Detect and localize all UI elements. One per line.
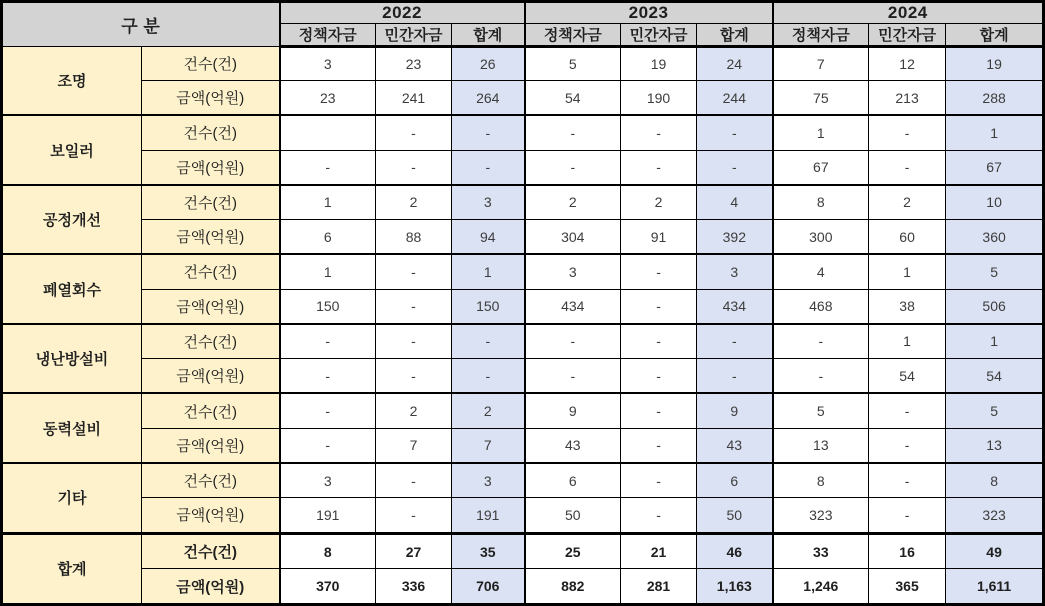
row-5-amount-value-6: 13 [773, 428, 869, 463]
row-4-amount-value-6: - [773, 359, 869, 394]
row-2-count-value-1: 2 [376, 185, 452, 220]
row-3-count-value-1: - [376, 254, 452, 289]
row-1-amount-value-8: 67 [946, 150, 1044, 185]
row-6-amount-value-3: 50 [525, 498, 621, 534]
row-2-amount-value-2: 94 [452, 220, 525, 255]
row-6-amount-value-8: 323 [946, 498, 1044, 534]
row-1-amount-value-2: - [452, 150, 525, 185]
year-header-2024: 2024 [773, 2, 1044, 24]
row-4-count-value-3: - [525, 324, 621, 359]
row-1-amount-value-4: - [621, 150, 697, 185]
row-5-amount-value-1: 7 [376, 428, 452, 463]
row-1-amount-value-3: - [525, 150, 621, 185]
row-1-count [2, 115, 1044, 150]
row-1-count-value-3: - [525, 115, 621, 150]
row-4-count-value-4: - [621, 324, 697, 359]
row-5-amount-value-5: 43 [697, 428, 773, 463]
row-4-amount-value-4: - [621, 359, 697, 394]
row-6-count-value-6: 8 [773, 463, 869, 498]
row-6-count-value-0: 3 [280, 463, 376, 498]
grand-total-count-value-1: 27 [376, 533, 452, 569]
row-3-count-value-7: 1 [869, 254, 946, 289]
row-5-count-value-5: 9 [697, 393, 773, 428]
row-2-amount-value-5: 392 [697, 220, 773, 255]
grand-total-metric-label-count: 건수(건) [142, 533, 280, 569]
row-6-count-value-4: - [621, 463, 697, 498]
row-2-amount-value-7: 60 [869, 220, 946, 255]
row-2-amount-value-8: 360 [946, 220, 1044, 255]
row-5-amount-value-4: - [621, 428, 697, 463]
row-5-count-value-3: 9 [525, 393, 621, 428]
row-1-count-value-7: - [869, 115, 946, 150]
row-3-count-value-0: 1 [280, 254, 376, 289]
row-2-amount-value-6: 300 [773, 220, 869, 255]
row-2-amount [2, 220, 1044, 255]
grand-total-amount-value-1: 336 [376, 569, 452, 605]
metric-label-count-5: 건수(건) [142, 393, 280, 428]
grand-total-count-value-7: 16 [869, 533, 946, 569]
row-0-count-value-5: 24 [697, 47, 773, 81]
grand-total-amount-row [2, 569, 1044, 605]
row-6-count-value-7: - [869, 463, 946, 498]
row-0-amount-value-7: 213 [869, 81, 946, 116]
row-3-amount-value-4: - [621, 289, 697, 324]
row-4-count-value-5: - [697, 324, 773, 359]
row-1-count-value-5: - [697, 115, 773, 150]
grand-total-metric-label-amount: 금액(억원) [142, 569, 280, 605]
metric-label-count-2: 건수(건) [142, 185, 280, 220]
category-cell-4: 냉난방설비 [2, 324, 142, 394]
grand-total-amount-value-4: 281 [621, 569, 697, 605]
metric-label-amount-6: 금액(억원) [142, 498, 280, 534]
row-3-amount-value-8: 506 [946, 289, 1044, 324]
fund-header-2024-2: 합계 [946, 24, 1044, 47]
row-2-count [2, 185, 1044, 220]
row-3-count-value-4: - [621, 254, 697, 289]
row-3-amount-value-5: 434 [697, 289, 773, 324]
fund-header-2022-0: 정책자금 [280, 24, 376, 47]
row-0-amount-value-2: 264 [452, 81, 525, 116]
row-4-count [2, 324, 1044, 359]
category-cell-3: 페열회수 [2, 254, 142, 324]
row-3-amount-value-7: 38 [869, 289, 946, 324]
row-3-count-value-6: 4 [773, 254, 869, 289]
row-0-count-value-4: 19 [621, 47, 697, 81]
fund-header-2022-1: 민간자금 [376, 24, 452, 47]
row-2-amount-value-4: 91 [621, 220, 697, 255]
corner-header: 구 분 [2, 2, 280, 47]
row-1-amount-value-0: - [280, 150, 376, 185]
row-0-amount-value-5: 244 [697, 81, 773, 116]
row-0-amount-value-8: 288 [946, 81, 1044, 116]
row-2-count-value-8: 10 [946, 185, 1044, 220]
row-4-amount [2, 359, 1044, 394]
row-6-amount-value-5: 50 [697, 498, 773, 534]
metric-label-count-1: 건수(건) [142, 115, 280, 150]
row-5-count-value-1: 2 [376, 393, 452, 428]
row-1-amount-value-6: 67 [773, 150, 869, 185]
row-6-count-value-2: 3 [452, 463, 525, 498]
row-6-amount-value-7: - [869, 498, 946, 534]
row-0-count-value-7: 12 [869, 47, 946, 81]
row-1-count-value-4: - [621, 115, 697, 150]
metric-label-amount-1: 금액(억원) [142, 150, 280, 185]
row-0-count-value-0: 3 [280, 47, 376, 81]
row-6-count [2, 463, 1044, 498]
row-2-count-value-2: 3 [452, 185, 525, 220]
row-6-amount-value-4: - [621, 498, 697, 534]
row-5-count-value-8: 5 [946, 393, 1044, 428]
table-body [2, 47, 1044, 605]
category-cell-0: 조명 [2, 47, 142, 116]
row-3-amount-value-1: - [376, 289, 452, 324]
grand-total-count-value-0: 8 [280, 533, 376, 569]
row-4-amount-value-0: - [280, 359, 376, 394]
metric-label-amount-5: 금액(억원) [142, 428, 280, 463]
row-1-amount-value-7: - [869, 150, 946, 185]
header-row-years [2, 2, 1044, 24]
grand-total-amount-value-8: 1,611 [946, 569, 1044, 605]
grand-total-count-value-4: 21 [621, 533, 697, 569]
row-5-count-value-6: 5 [773, 393, 869, 428]
row-0-count-value-1: 23 [376, 47, 452, 81]
metric-label-amount-3: 금액(억원) [142, 289, 280, 324]
row-2-count-value-3: 2 [525, 185, 621, 220]
row-4-count-value-8: 1 [946, 324, 1044, 359]
row-6-amount-value-6: 323 [773, 498, 869, 534]
row-2-count-value-7: 2 [869, 185, 946, 220]
row-2-count-value-6: 8 [773, 185, 869, 220]
row-3-count-value-3: 3 [525, 254, 621, 289]
grand-total-count-row [2, 533, 1044, 569]
row-3-amount-value-6: 468 [773, 289, 869, 324]
row-4-amount-value-5: - [697, 359, 773, 394]
row-3-count-value-5: 3 [697, 254, 773, 289]
grand-total-amount-value-5: 1,163 [697, 569, 773, 605]
row-5-count-value-0: - [280, 393, 376, 428]
row-1-count-value-8: 1 [946, 115, 1044, 150]
year-header-2022: 2022 [280, 2, 525, 24]
row-3-count [2, 254, 1044, 289]
fund-header-2023-1: 민간자금 [621, 24, 697, 47]
metric-label-count-4: 건수(건) [142, 324, 280, 359]
row-4-count-value-2: - [452, 324, 525, 359]
grand-total-category-cell: 합계 [2, 533, 142, 604]
row-3-amount-value-2: 150 [452, 289, 525, 324]
metric-label-amount-2: 금액(억원) [142, 220, 280, 255]
row-5-amount-value-0: - [280, 428, 376, 463]
row-6-count-value-3: 6 [525, 463, 621, 498]
row-0-count-value-3: 5 [525, 47, 621, 81]
row-0-amount-value-3: 54 [525, 81, 621, 116]
row-3-amount-value-3: 434 [525, 289, 621, 324]
row-4-amount-value-2: - [452, 359, 525, 394]
row-3-amount [2, 289, 1044, 324]
row-3-count-value-2: 1 [452, 254, 525, 289]
grand-total-count-value-2: 35 [452, 533, 525, 569]
row-0-count-value-8: 19 [946, 47, 1044, 81]
row-0-amount-value-0: 23 [280, 81, 376, 116]
row-0-amount-value-4: 190 [621, 81, 697, 116]
grand-total-count-value-5: 46 [697, 533, 773, 569]
fund-header-2023-2: 합계 [697, 24, 773, 47]
grand-total-count-value-8: 49 [946, 533, 1044, 569]
row-5-amount-value-7: - [869, 428, 946, 463]
row-2-count-value-4: 2 [621, 185, 697, 220]
row-4-amount-value-3: - [525, 359, 621, 394]
metric-label-count-3: 건수(건) [142, 254, 280, 289]
fund-header-2023-0: 정책자금 [525, 24, 621, 47]
row-1-amount [2, 150, 1044, 185]
row-5-amount-value-2: 7 [452, 428, 525, 463]
row-0-count-value-6: 7 [773, 47, 869, 81]
row-4-count-value-6: - [773, 324, 869, 359]
row-1-amount-value-1: - [376, 150, 452, 185]
row-2-count-value-5: 4 [697, 185, 773, 220]
row-2-amount-value-1: 88 [376, 220, 452, 255]
row-5-amount [2, 428, 1044, 463]
row-6-count-value-8: 8 [946, 463, 1044, 498]
row-3-count-value-8: 5 [946, 254, 1044, 289]
year-header-2023: 2023 [525, 2, 773, 24]
row-0-amount [2, 81, 1044, 116]
row-5-amount-value-3: 43 [525, 428, 621, 463]
row-6-amount-value-2: 191 [452, 498, 525, 534]
row-5-count-value-7: - [869, 393, 946, 428]
fund-header-2024-0: 정책자금 [773, 24, 869, 47]
grand-total-count-value-6: 33 [773, 533, 869, 569]
row-5-count-value-2: 2 [452, 393, 525, 428]
category-cell-6: 기타 [2, 463, 142, 533]
grand-total-amount-value-7: 365 [869, 569, 946, 605]
metric-label-amount-4: 금액(억원) [142, 359, 280, 394]
row-4-count-value-0: - [280, 324, 376, 359]
table-header [2, 2, 1044, 47]
row-4-amount-value-7: 54 [869, 359, 946, 394]
row-6-count-value-5: 6 [697, 463, 773, 498]
row-2-amount-value-0: 6 [280, 220, 376, 255]
row-0-amount-value-6: 75 [773, 81, 869, 116]
grand-total-count-value-3: 25 [525, 533, 621, 569]
metric-label-count-0: 건수(건) [142, 47, 280, 81]
grand-total-amount-value-3: 882 [525, 569, 621, 605]
row-1-count-value-6: 1 [773, 115, 869, 150]
row-0-amount-value-1: 241 [376, 81, 452, 116]
metric-label-count-6: 건수(건) [142, 463, 280, 498]
metric-label-amount-0: 금액(억원) [142, 81, 280, 116]
row-5-count [2, 393, 1044, 428]
row-4-count-value-7: 1 [869, 324, 946, 359]
row-1-count-value-1: - [376, 115, 452, 150]
row-1-amount-value-5: - [697, 150, 773, 185]
row-4-count-value-1: - [376, 324, 452, 359]
row-6-amount [2, 498, 1044, 534]
row-6-amount-value-1: - [376, 498, 452, 534]
row-4-amount-value-8: 54 [946, 359, 1044, 394]
category-cell-2: 공정개선 [2, 185, 142, 255]
grand-total-amount-value-6: 1,246 [773, 569, 869, 605]
fund-header-2024-1: 민간자금 [869, 24, 946, 47]
row-3-amount-value-0: 150 [280, 289, 376, 324]
grand-total-amount-value-2: 706 [452, 569, 525, 605]
category-cell-1: 보일러 [2, 115, 142, 185]
row-2-amount-value-3: 304 [525, 220, 621, 255]
fund-header-2022-2: 합계 [452, 24, 525, 47]
row-6-amount-value-0: 191 [280, 498, 376, 534]
row-5-amount-value-8: 13 [946, 428, 1044, 463]
grand-total-amount-value-0: 370 [280, 569, 376, 605]
row-5-count-value-4: - [621, 393, 697, 428]
row-6-count-value-1: - [376, 463, 452, 498]
row-4-amount-value-1: - [376, 359, 452, 394]
row-2-count-value-0: 1 [280, 185, 376, 220]
row-1-count-value-2: - [452, 115, 525, 150]
category-cell-5: 동력설비 [2, 393, 142, 463]
row-1-count-value-0 [280, 115, 376, 150]
row-0-count-value-2: 26 [452, 47, 525, 81]
row-0-count [2, 47, 1044, 81]
